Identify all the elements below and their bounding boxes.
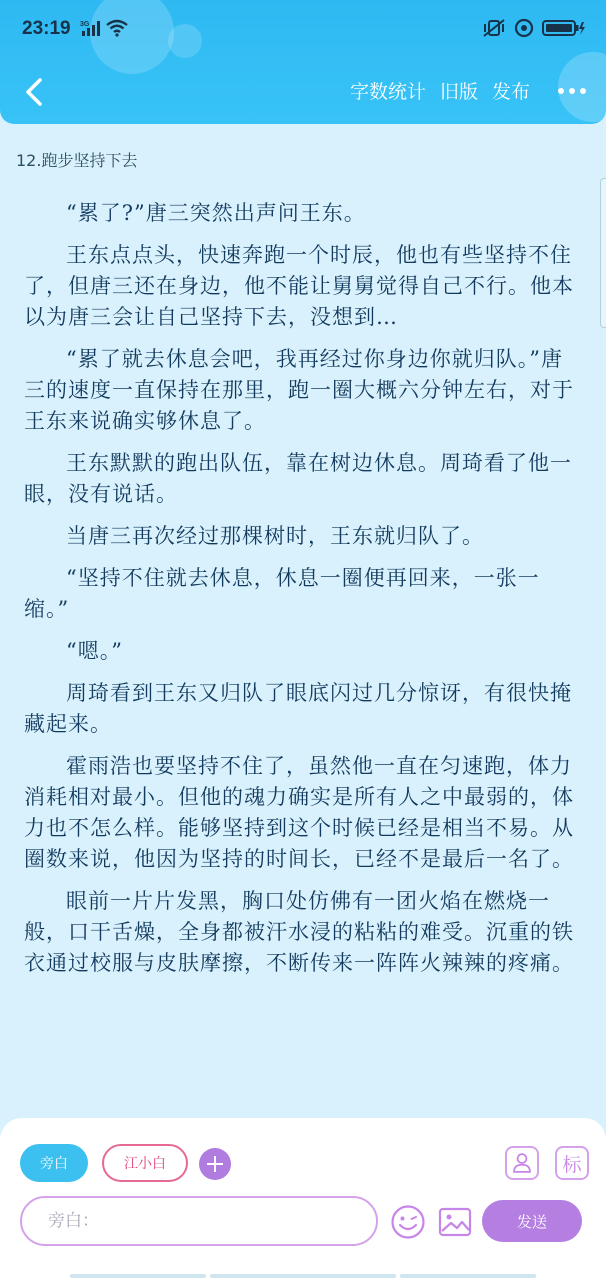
mark-button[interactable]: 标 [555, 1146, 589, 1180]
status-time: 23:19 [22, 18, 71, 39]
wifi-icon [106, 19, 128, 37]
bottom-tab-indicator [70, 1274, 206, 1278]
story-paragraph[interactable]: 霍雨浩也要坚持不住了，虽然他一直在匀速跑，体力消耗相对最小。但他的魂力确实是所有人之中最弱的，体力也不怎么样。能够坚持到这个时候已经是相当不易。从圈数来说，他因为坚持的时间长，已经不是最后一名了。 [24, 754, 574, 871]
add-role-button[interactable] [199, 1148, 231, 1180]
status-bar [0, 0, 606, 62]
scrollbar-thumb[interactable] [600, 178, 606, 328]
alarm-icon [514, 18, 534, 38]
emoji-icon[interactable] [390, 1204, 426, 1240]
story-content [24, 198, 578, 990]
word-count-button[interactable]: 字数统计 [349, 81, 426, 103]
story-paragraph[interactable]: 周琦看到王东又归队了眼底闪过几分惊讶，有很快掩藏起来。 [24, 681, 572, 736]
story-paragraph[interactable]: “累了就去休息会吧，我再经过你身边你就归队。”唐三的速度一直保持在那里，跑一圈大概六分钟左右，对于王东来说确实够休息了。 [24, 347, 574, 433]
bottom-tab-indicator [400, 1274, 536, 1278]
back-arrow-icon[interactable] [20, 76, 50, 108]
story-paragraph[interactable]: 当唐三再次经过那棵树时，王东就归队了。 [66, 524, 484, 548]
publish-button[interactable]: 发布 [491, 81, 530, 103]
story-paragraph[interactable]: 王东默默的跑出队伍，靠在树边休息。周琦看了他一眼，没有说话。 [24, 451, 572, 506]
battery-icon [542, 18, 586, 38]
signal-icon [80, 19, 102, 37]
story-paragraph[interactable]: 眼前一片片发黑，胸口处仿佛有一团火焰在燃烧一般，口干舌燥，全身都被汗水浸的粘粘的难受。沉重的铁衣通过校服与皮肤摩擦，不断传来一阵阵火辣辣的疼痛。 [24, 889, 574, 975]
story-paragraph[interactable]: “累了?”唐三突然出声问王东。 [66, 201, 366, 225]
story-paragraph[interactable]: “嗯。” [66, 639, 123, 663]
more-menu-icon[interactable] [558, 88, 586, 94]
role-chip-narrator[interactable]: 旁白 [20, 1144, 88, 1182]
chapter-title[interactable]: 12.跑步坚持下去 [16, 151, 138, 170]
bottom-tab-indicator [210, 1274, 396, 1278]
character-profile-icon[interactable] [505, 1146, 539, 1180]
network-type-label: 3G [80, 21, 90, 28]
old-version-button[interactable]: 旧版 [439, 81, 478, 103]
story-paragraph[interactable]: “坚持不住就去休息，休息一圈便再回来，一张一缩。” [24, 566, 540, 621]
role-chip-character[interactable]: 江小白 [102, 1144, 188, 1182]
story-paragraph[interactable]: 王东点点头，快速奔跑一个时辰，他也有些坚持不住了，但唐三还在身边，他不能让舅舅觉得自己不行。他本以为唐三会让自己坚持下去，没想到… [24, 243, 574, 329]
top-header [0, 0, 606, 124]
message-input[interactable] [20, 1196, 378, 1246]
vibrate-mute-icon [482, 18, 506, 38]
send-button[interactable]: 发送 [482, 1200, 582, 1242]
image-icon[interactable] [438, 1206, 472, 1238]
status-right-icons [482, 18, 586, 38]
header-actions [350, 77, 586, 104]
